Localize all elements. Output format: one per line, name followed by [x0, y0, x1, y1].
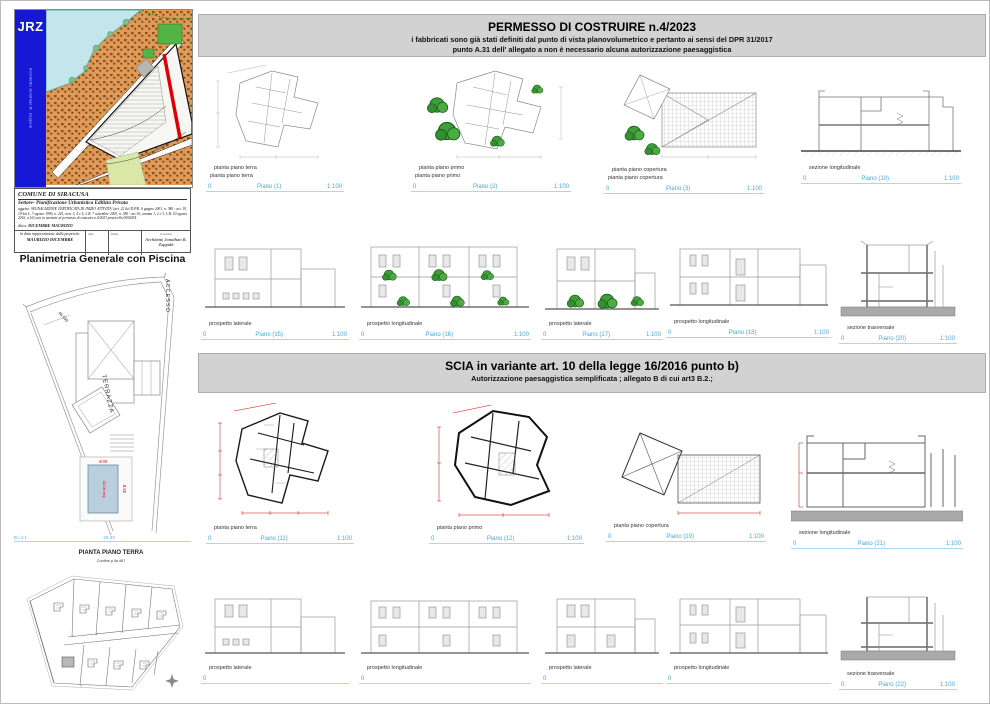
site-plan-title: Planimetria Generale con Piscina [19, 253, 186, 265]
settore-title: Settore- Pianificazione Urbanistica Edilizia Privata [18, 200, 128, 206]
ditta-label: ditta: [18, 222, 28, 228]
sheet-ref: 0 Piano (22) 1:100 [839, 682, 957, 690]
drawing-pianta-primo-1 [411, 63, 571, 192]
sheet-ref: 0 Piano (21) 1:100 [791, 541, 963, 549]
caption: pianta piano primo [419, 165, 465, 171]
sheet-ref: 0 [541, 676, 663, 684]
permesso-subtitle-2: punto A.31 dell' allegato a non è necessario alcuna autorizzazione paesaggistica [452, 45, 732, 54]
lot-plan [14, 567, 191, 699]
caption: prospetto longitudinale [674, 319, 730, 325]
caption: prospetto laterale [549, 321, 592, 327]
caption: prospetto longitudinale [674, 665, 730, 671]
scia-title: SCIA in variante art. 10 della legge 16/2016 punto b) [445, 359, 739, 373]
boundary-dim: 46.593 [57, 310, 70, 324]
drawing-pianta-terra-2 [206, 403, 354, 544]
drawing-pianta-copertura-2 [606, 421, 766, 542]
comune-title: COMUNE DI SIRACUSA [18, 191, 187, 200]
sheet-ref: 0 [359, 676, 531, 684]
pool [80, 457, 132, 521]
owner-label: la ditta rappresentante dalla proprietà: [20, 231, 80, 236]
owner-name: MAURIZIO DICEMBRE [26, 236, 74, 242]
drawing-sezione-longitudinale-2 [791, 425, 963, 549]
drawing-prospetto-longitudinale-1 [359, 235, 531, 340]
permesso-subtitle-1: i fabbricati sono già stati definiti dal punto di vista planovolumetrico e pertanto ai sensi del DPR 31/2017 [411, 35, 773, 44]
drawing-sezione-trasversale-2 [839, 587, 957, 690]
caption: prospetto laterale [209, 321, 252, 327]
lot-ref-mid: 20-32 [103, 535, 115, 540]
sheet-ref: 0 Piano (19) 1:100 [606, 534, 766, 542]
caption: pianta piano terra [214, 525, 257, 531]
drawing-prospetto-laterale-3 [201, 591, 349, 684]
caption: prospetto laterale [209, 665, 252, 671]
caption: prospetto laterale [549, 665, 592, 671]
architect-cell [141, 231, 190, 255]
caption: prospetto longitudinale [367, 321, 423, 327]
sheet-ref: 0 Piano (11) 1:100 [206, 536, 354, 544]
terrazza-label: TERRAZZA [100, 374, 115, 415]
drawing-pianta-primo-2 [429, 403, 584, 544]
caption-2: pianta piano copertura [608, 175, 663, 181]
zoning-map [46, 10, 192, 185]
caption: sezione longitudinale [809, 165, 861, 171]
sheet-ref: 0 Piano (15) 1:100 [201, 332, 349, 340]
site-plan [14, 265, 191, 535]
map-strip-text: Architetto Jonathan R. Zappalà [28, 68, 33, 129]
architect-name: Architetto Jonathan R. Zappalà [145, 236, 187, 247]
caption: sezione longitudinale [799, 530, 851, 536]
caption: prospetto longitudinale [367, 665, 423, 671]
caption: sezione trasversale [847, 325, 895, 331]
lot-plan-title: PIANTA PIANO TERRA [78, 550, 144, 556]
scia-subtitle: Autorizzazione paesaggistica semplificata ; allegato B di cui art3 B.2.; [471, 374, 713, 383]
drawing-prospetto-laterale-2 [541, 239, 663, 340]
drawing-sezione-longitudinale-1 [801, 81, 961, 184]
pool-area-label: 32.00 mq [102, 480, 107, 498]
ditta-line [18, 223, 187, 228]
drawing-prospetto-longitudinale-2 [666, 239, 831, 338]
caption-2: pianta piano primo [415, 173, 461, 179]
sheet-ref: 0 Piano (18) 1:100 [666, 330, 831, 338]
house-footprint [72, 321, 160, 451]
drawing-prospetto-longitudinale-4 [666, 591, 831, 684]
pool-width-dim: 4.00 [98, 459, 108, 464]
map-title-strip [15, 10, 46, 187]
firma-cell: firma [108, 231, 141, 255]
permesso-title: PERMESSO DI COSTRUIRE n.4/2023 [487, 20, 697, 34]
oggetto-text: oggetto: SEGNALAZIONE CERTIFICATA DI INIZIO ATTIVITA' (art. 22 del D.P.R. 6 giugno 2001, n. 380 - art. 19, 19-bis L. 7 agosto 1990, n. 241; artt. 3, 4 e 5, L.R. 7 settembre 2003, n. 380 - art.10, comma 1, 2 e 3, L.R. 10 agosto 2016, n.16) scia in variante al permesso di costruire n.4/2023 protocollo 0000434. [18, 207, 187, 221]
permesso-header-band [198, 14, 986, 57]
sheet-ref: 0 Piano (1) 1:100 [208, 184, 342, 190]
sheet-ref: 0 Piano (16) 1:100 [359, 332, 531, 340]
date-cell: data [85, 231, 108, 255]
north-arrow [165, 674, 179, 688]
drawing-prospetto-laterale-1 [201, 239, 349, 340]
drawing-pianta-copertura-1 [604, 65, 764, 194]
sheet-ref: 0 [201, 676, 349, 684]
title-block [14, 188, 191, 253]
drawing-pianta-terra-1 [206, 63, 344, 192]
highlighted-lot [62, 657, 74, 667]
lot-ref-left: B / 1:1 [14, 535, 28, 540]
caption: pianta piano terra [214, 165, 257, 171]
lot-plan-subtitle: Confine p.lla 467 [96, 559, 126, 563]
caption: pianta piano copertura [614, 523, 669, 529]
sheet-ref: 0 Piano (3) 1:100 [606, 186, 762, 192]
architect-label: il tecnico [160, 231, 172, 236]
sheet-ref: 0 [666, 676, 831, 684]
sheet-ref: 0 Piano (17) 1:100 [541, 332, 663, 340]
sheet-ref: 0 Piano (2) 1:100 [413, 184, 569, 190]
lot-refline [14, 535, 191, 542]
ditta-name: DICEMBRE MAURIZIO [28, 222, 73, 228]
caption: sezione trasversale [847, 671, 895, 677]
map-code-label: JRZ [17, 19, 44, 34]
sheet-ref: 0 Piano (20) 1:100 [839, 336, 957, 344]
drawing-sezione-trasversale-1 [839, 231, 957, 344]
sheet-ref: 0 Piano (12) 1:100 [429, 536, 584, 544]
pool-length-dim: 8.00 [122, 484, 127, 494]
drawing-prospetto-laterale-4 [541, 591, 663, 684]
caption-2: pianta piano terra [210, 173, 253, 179]
drawing-prospetto-longitudinale-3 [359, 591, 531, 684]
zoning-map-block [14, 9, 193, 188]
accesso-label: ACCESSO [164, 279, 170, 313]
sheet-ref: 0 Piano (10) 1:100 [801, 176, 961, 184]
scia-header-band [198, 353, 986, 393]
caption: pianta piano primo [437, 525, 483, 531]
caption: pianta piano copertura [612, 167, 667, 173]
signature-table [15, 230, 190, 255]
owner-signature-cell [15, 231, 85, 255]
